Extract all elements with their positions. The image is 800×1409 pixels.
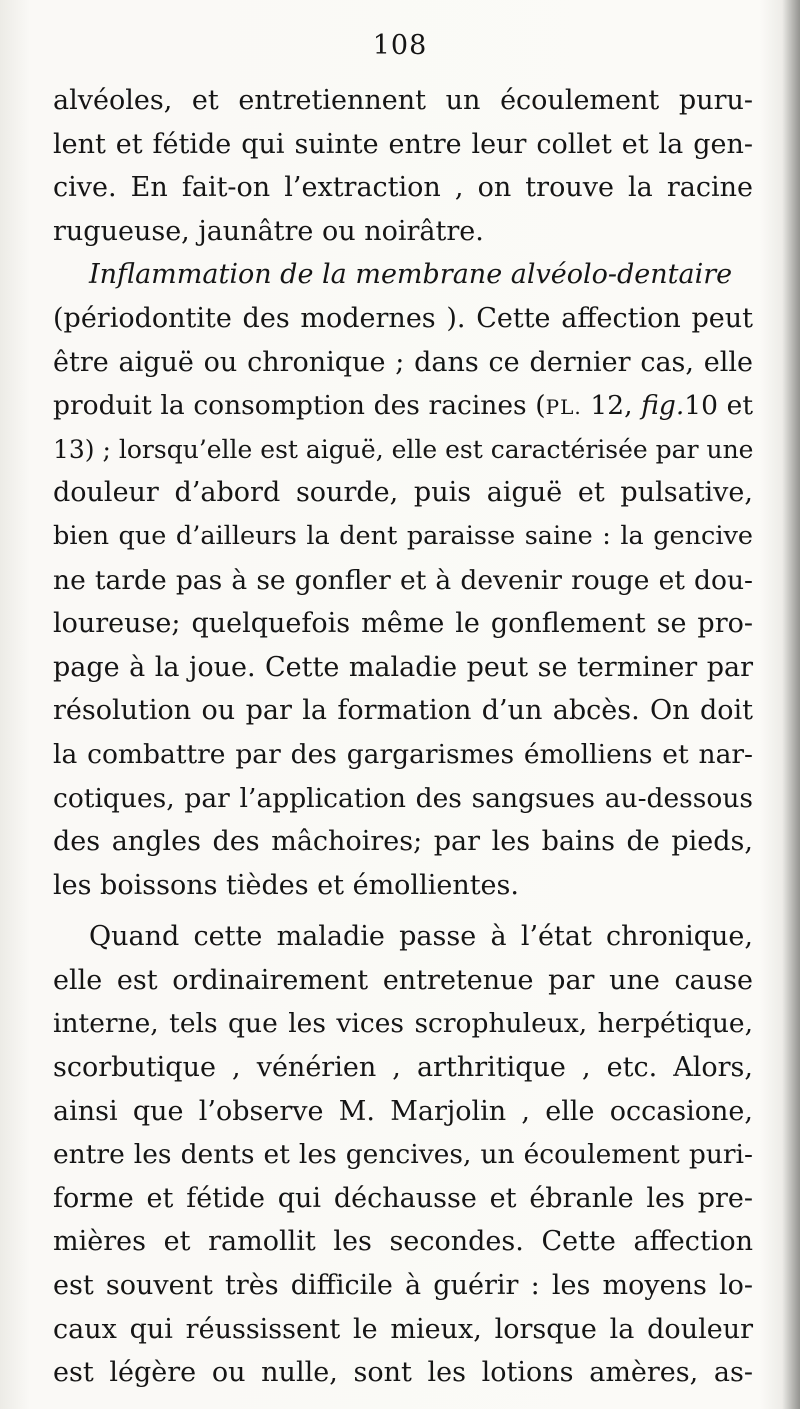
text-line: ainsi que l’observe M. Marjolin , elle occasione, — [53, 1095, 753, 1127]
text-line: bien que d’ailleurs la dent paraisse saine : la gencive — [53, 520, 753, 551]
text-line: scorbutique , vénérien , arthritique , etc. Alors, — [53, 1052, 753, 1084]
text-line: (périodontite des modernes ). Cette affection peut — [53, 302, 753, 334]
text-line: ne tarde pas à se gonfler et à devenir rouge et dou- — [53, 564, 753, 596]
text-line: elle est ordinairement entretenue par une cause — [53, 964, 753, 996]
section-heading-line — [53, 253, 753, 297]
text-line-figure-reference: produit la consomption des racines (PL. 12, fig.10 et — [53, 390, 753, 422]
paragraph — [53, 915, 753, 1395]
figure-abbreviation: fig. — [641, 390, 685, 422]
paragraph — [53, 253, 753, 907]
text-line: douleur d’abord sourde, puis aiguë et pulsative, — [53, 477, 753, 509]
text-line: loureuse; quelquefois même le gonflement se pro- — [53, 608, 753, 640]
text-line: 13) ; lorsqu’elle est aiguë, elle est caractérisée par une — [53, 434, 754, 464]
text-line: forme et fétide qui déchausse et ébranle les pre- — [53, 1182, 753, 1214]
text-line: lent et fétide qui suinte entre leur collet et la gen- — [53, 128, 753, 160]
section-heading: Inflammation de la membrane alvéolo-dentaire — [89, 259, 733, 291]
text-line: être aiguë ou chronique ; dans ce dernier cas, elle — [53, 346, 753, 378]
body-text — [53, 79, 753, 1395]
text-line: résolution ou par la formation d’un abcès. On doit — [53, 695, 753, 727]
text-line: les boissons tièdes et émollientes. — [53, 869, 519, 901]
text-line: est souvent très difficile à guérir : les moyens lo- — [53, 1270, 753, 1302]
text-line: mières et ramollit les secondes. Cette affection — [53, 1226, 753, 1258]
plate-abbreviation: PL. — [545, 395, 582, 420]
text-line: interne, tels que les vices scrophuleux, herpétique, — [53, 1008, 753, 1040]
text-line: rugueuse, jaunâtre ou noirâtre. — [53, 215, 484, 247]
page-number: 108 — [372, 30, 428, 61]
text-line: alvéoles, et entretiennent un écoulement puru- — [53, 85, 753, 116]
paragraph-gap — [53, 907, 753, 915]
text-line: est légère ou nulle, sont les lotions amères, as- — [53, 1357, 753, 1389]
text-line: entre les dents et les gencives, un écoulement puri- — [53, 1139, 753, 1171]
text-line: des angles des mâchoires; par les bains de pieds, — [53, 826, 753, 858]
paragraph — [53, 79, 753, 253]
text-line: page à la joue. Cette maladie peut se terminer par — [53, 651, 753, 683]
text-line: la combattre par des gargarismes émolliens et nar- — [53, 738, 753, 770]
page-spine-shadow — [782, 0, 800, 1409]
text-line: cive. En fait-on l’extraction , on trouve la racine — [53, 172, 753, 204]
text-line: caux qui réussissent le mieux, lorsque la douleur — [53, 1313, 753, 1345]
text-line: Quand cette maladie passe à l’état chronique, — [89, 921, 753, 953]
text-line: cotiques, par l’application des sangsues au-dessous — [53, 782, 753, 814]
